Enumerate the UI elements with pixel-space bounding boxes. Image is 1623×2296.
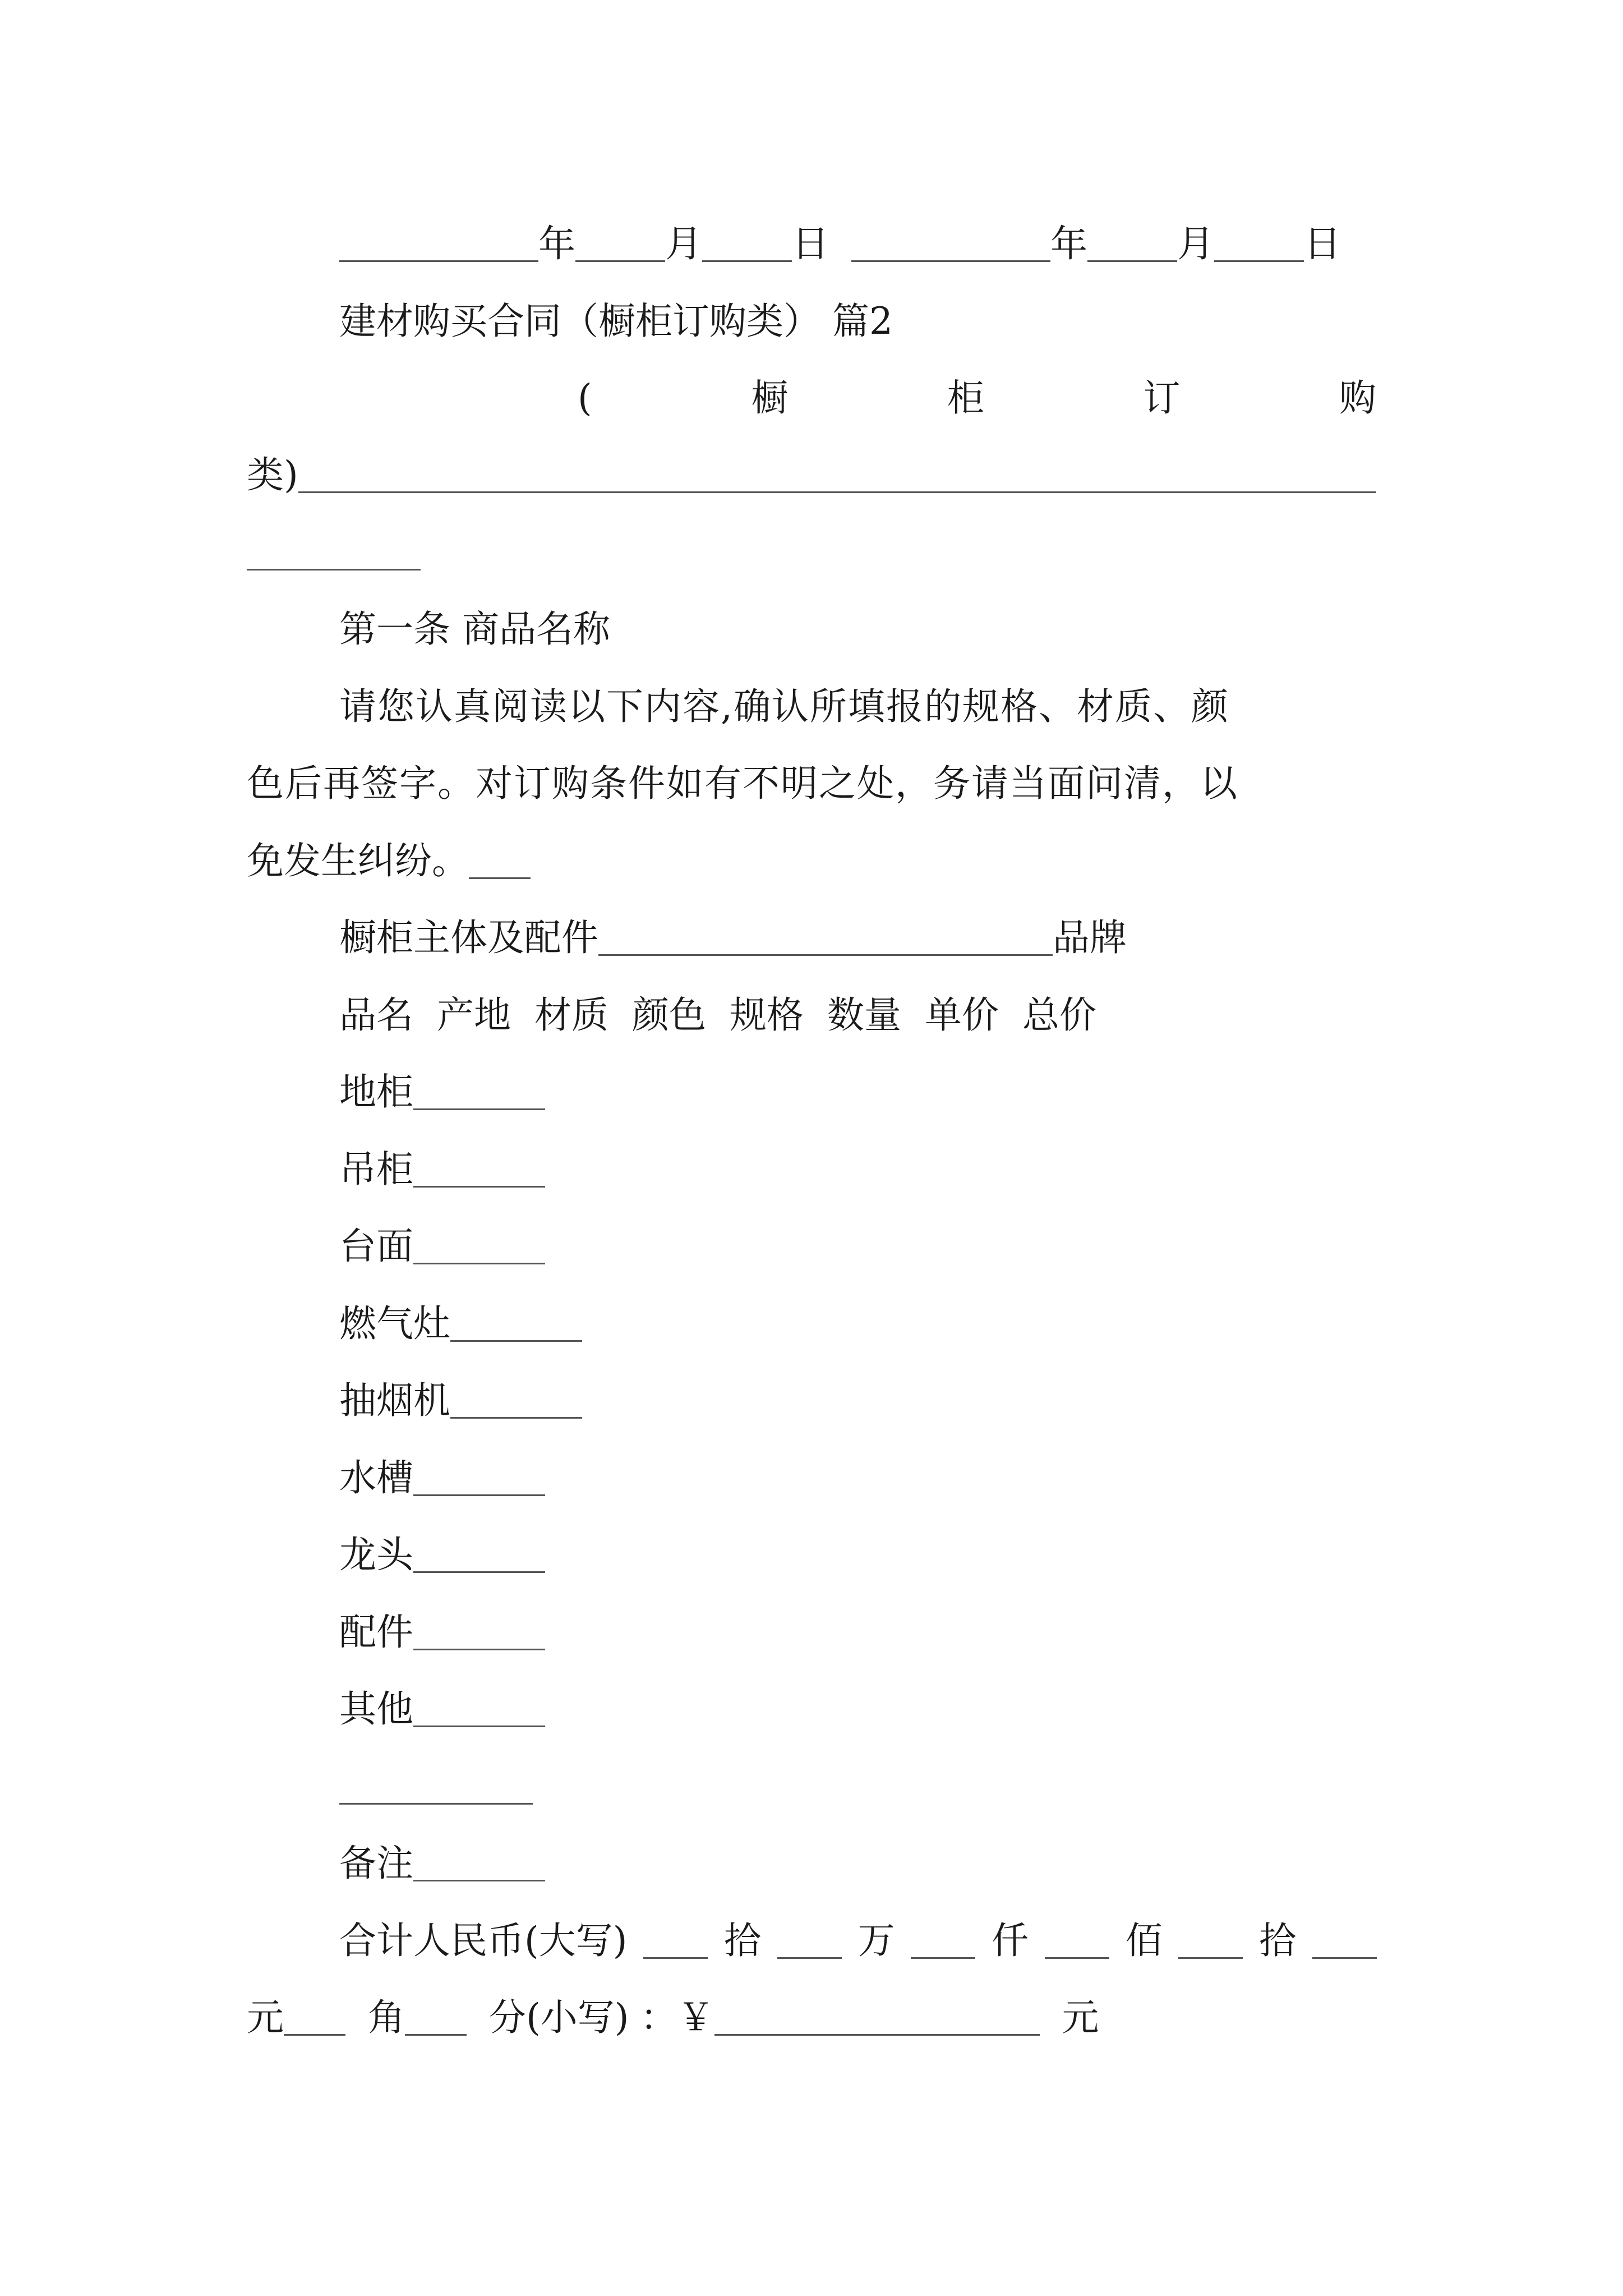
article-title-text: 第一条 商品名称 xyxy=(339,608,610,651)
article-title xyxy=(339,601,610,657)
paragraph-text: 色后再签字。对订购条件如有不明之处，务请当面问清，以 xyxy=(247,762,1238,805)
day-label: 日 xyxy=(1304,222,1341,265)
blank xyxy=(851,227,1050,262)
cabinet-main-label: 橱柜主体及配件 xyxy=(339,916,598,959)
blank xyxy=(413,1615,545,1650)
item-row xyxy=(339,1527,545,1583)
blank xyxy=(339,1769,533,1805)
subheading-tail-line xyxy=(247,447,1376,503)
subheading-line xyxy=(578,370,1376,426)
blank xyxy=(413,1229,545,1264)
column-header-row xyxy=(339,987,1096,1043)
blank xyxy=(1214,227,1304,262)
blank xyxy=(911,1924,975,1959)
total-line xyxy=(339,1913,1377,1969)
unit-label: 分(小写) xyxy=(489,1996,629,2039)
blank xyxy=(1045,1924,1109,1959)
remark-row xyxy=(339,1835,545,1892)
paragraph-text: 免发生纠纷。 xyxy=(247,839,469,882)
item-label: 台面 xyxy=(339,1225,413,1268)
remark-label: 备注 xyxy=(339,1842,413,1885)
blank xyxy=(298,458,1376,493)
blank xyxy=(413,1538,545,1573)
blank xyxy=(413,1152,545,1188)
section-heading xyxy=(339,293,893,349)
column-header: 品名 xyxy=(339,993,413,1037)
heading-text: 建材购买合同（橱柜订购类） 篇2 xyxy=(339,300,893,343)
blank-line xyxy=(339,1759,533,1815)
column-header: 规格 xyxy=(730,993,804,1037)
unit-label: 拾 xyxy=(724,1919,762,1962)
year-label: 年 xyxy=(1050,222,1087,265)
blank xyxy=(575,227,665,262)
item-row xyxy=(339,1296,582,1352)
unit-label: 拾 xyxy=(1259,1919,1297,1962)
paragraph-line xyxy=(339,679,1377,735)
blank xyxy=(413,1075,545,1110)
unit-label: 角 xyxy=(368,1996,405,2039)
column-header: 颜色 xyxy=(632,993,706,1037)
subheading-char: 柜 xyxy=(947,376,984,420)
item-label: 地柜 xyxy=(339,1070,413,1114)
subheading-char: 订 xyxy=(1143,376,1181,420)
paragraph-text: 请您认真阅读以下内容,确认所填报的规格、材质、颜 xyxy=(339,685,1229,728)
item-row xyxy=(339,1142,545,1198)
item-row xyxy=(339,1373,582,1429)
item-row xyxy=(339,1218,545,1274)
item-row xyxy=(339,1604,545,1660)
item-label: 抽烟机 xyxy=(339,1379,450,1422)
paragraph-line xyxy=(247,756,1238,812)
blank xyxy=(469,844,531,879)
blank xyxy=(714,2000,1040,2036)
blank xyxy=(247,535,421,570)
blank xyxy=(450,1383,582,1419)
yen-sign: ￥ xyxy=(677,1996,714,2039)
blank xyxy=(643,1924,708,1959)
blank-line xyxy=(247,524,421,581)
column-header: 产地 xyxy=(437,993,511,1037)
colon: ： xyxy=(640,1996,677,2039)
subheading-open: ( xyxy=(578,376,592,420)
item-row xyxy=(339,1450,545,1506)
blank xyxy=(413,1846,545,1881)
cabinet-main-line xyxy=(339,910,1127,966)
blank xyxy=(284,2000,345,2036)
blank xyxy=(413,1692,545,1727)
column-header: 数量 xyxy=(827,993,901,1037)
unit-label: 佰 xyxy=(1125,1919,1163,1962)
blank xyxy=(1087,227,1177,262)
blank xyxy=(598,921,1053,956)
unit-label: 元 xyxy=(247,1996,284,2039)
unit-label: 仟 xyxy=(992,1919,1029,1962)
paragraph-line xyxy=(247,833,531,889)
blank xyxy=(405,2000,467,2036)
item-label: 其他 xyxy=(339,1687,413,1731)
total-label: 合计人民币(大写) xyxy=(339,1919,628,1962)
subheading-char: 橱 xyxy=(751,376,789,420)
item-label: 燃气灶 xyxy=(339,1302,450,1345)
year-label: 年 xyxy=(538,222,575,265)
item-label: 吊柜 xyxy=(339,1148,413,1191)
unit-label: 元 xyxy=(1062,1996,1099,2039)
day-label: 日 xyxy=(792,222,829,265)
month-label: 月 xyxy=(1177,222,1214,265)
column-header: 总价 xyxy=(1022,993,1096,1037)
item-row xyxy=(339,1681,545,1737)
item-label: 配件 xyxy=(339,1611,413,1654)
brand-label: 品牌 xyxy=(1053,916,1127,959)
blank xyxy=(777,1924,842,1959)
total-line-2 xyxy=(247,1990,1099,2046)
month-label: 月 xyxy=(665,222,702,265)
unit-label: 万 xyxy=(857,1919,895,1962)
blank xyxy=(413,1461,545,1496)
subheading-tail: 类) xyxy=(247,453,298,496)
blank xyxy=(1312,1924,1377,1959)
blank xyxy=(702,227,792,262)
item-label: 龙头 xyxy=(339,1533,413,1576)
item-label: 水槽 xyxy=(339,1456,413,1499)
item-row xyxy=(339,1064,545,1120)
column-header: 单价 xyxy=(925,993,999,1037)
blank xyxy=(1178,1924,1243,1959)
date-line xyxy=(339,216,1341,272)
column-header: 材质 xyxy=(534,993,608,1037)
blank xyxy=(450,1306,582,1342)
subheading-char: 购 xyxy=(1339,376,1376,420)
blank xyxy=(339,227,538,262)
